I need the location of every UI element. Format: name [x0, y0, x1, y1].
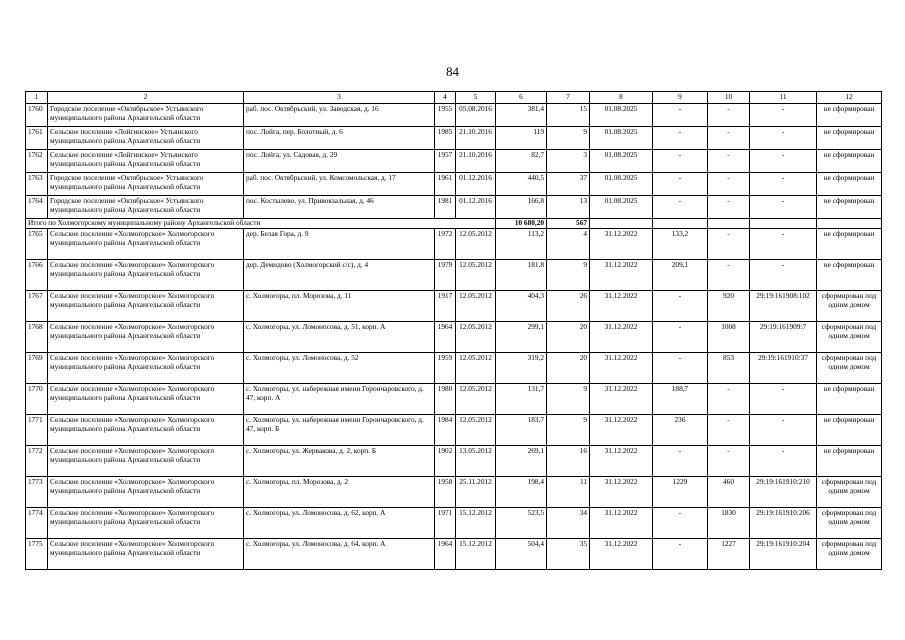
land-status-cell: не сформирован [817, 149, 882, 172]
year-built-cell: 1902 [435, 445, 456, 476]
row-number-cell: 1774 [26, 507, 48, 538]
settlement-cell: Сельское поселение «Лойгинское» Устьянского муниципального района Архангельской области [48, 126, 244, 149]
address-cell: с. Холмогоры, пл. Морозова, д. 2 [244, 476, 435, 507]
cadastral-number-cell: 29:19:161908:102 [750, 290, 817, 321]
address-cell: пос. Костылево, ул. Привокзальная, д. 46 [244, 195, 435, 218]
deadline-cell: 31.12.2022 [590, 321, 653, 352]
row-number-cell: 1772 [26, 445, 48, 476]
total-residents-cell: 567 [547, 218, 590, 228]
column-10-cell: - [708, 383, 750, 414]
land-status-cell: сформирован под одним домом [817, 538, 882, 569]
column-9-cell: - [653, 172, 708, 195]
column-10-cell: 460 [708, 476, 750, 507]
column-9-cell: - [653, 126, 708, 149]
column-9-cell: 209,1 [653, 259, 708, 290]
column-header: 6 [496, 92, 547, 104]
column-9-cell: - [653, 103, 708, 126]
residents-cell: 20 [547, 321, 590, 352]
empty-cell [750, 218, 817, 228]
column-10-cell: - [708, 126, 750, 149]
settlement-cell: Сельское поселение «Холмогорское» Холмогорского муниципального района Архангельской области [48, 538, 244, 569]
column-9-cell: 1229 [653, 476, 708, 507]
column-10-cell: - [708, 195, 750, 218]
cadastral-number-cell: - [750, 445, 817, 476]
housing-registry-table [25, 91, 882, 570]
settlement-cell: Городское поселение «Октябрьское» Устьянского муниципального района Архангельской области [48, 103, 244, 126]
address-cell: с. Холмогоры, ул. Ломоносова, д. 64, корп. А [244, 538, 435, 569]
land-status-cell: сформирован под одним домом [817, 352, 882, 383]
area-cell: 166,8 [496, 195, 547, 218]
deadline-cell: 31.12.2022 [590, 228, 653, 259]
year-built-cell: 1964 [435, 538, 456, 569]
area-cell: 181,8 [496, 259, 547, 290]
year-built-cell: 1917 [435, 290, 456, 321]
row-number-cell: 1760 [26, 103, 48, 126]
residents-cell: 34 [547, 507, 590, 538]
column-header: 8 [590, 92, 653, 104]
settlement-cell: Сельское поселение «Холмогорское» Холмогорского муниципального района Архангельской области [48, 414, 244, 445]
address-cell: с. Холмогоры, ул. Жервакова, д. 2, корп. Б [244, 445, 435, 476]
cadastral-number-cell: - [750, 414, 817, 445]
column-header: 3 [244, 92, 435, 104]
empty-cell [708, 218, 750, 228]
empty-cell [817, 218, 882, 228]
column-10-cell: 920 [708, 290, 750, 321]
column-header: 9 [653, 92, 708, 104]
row-number-cell: 1770 [26, 383, 48, 414]
recognition-date-cell: 12.05.2012 [456, 228, 496, 259]
address-cell: с. Холмогоры, ул. набережная имени Горончаровского, д. 47, корп. А [244, 383, 435, 414]
deadline-cell: 01.08.2025 [590, 172, 653, 195]
column-9-cell: - [653, 149, 708, 172]
row-number-cell: 1765 [26, 228, 48, 259]
residents-cell: 37 [547, 172, 590, 195]
residents-cell: 3 [547, 149, 590, 172]
recognition-date-cell: 12.05.2012 [456, 383, 496, 414]
column-header: 4 [435, 92, 456, 104]
area-cell: 504,4 [496, 538, 547, 569]
residents-cell: 9 [547, 383, 590, 414]
column-header: 12 [817, 92, 882, 104]
row-number-cell: 1763 [26, 172, 48, 195]
row-number-cell: 1764 [26, 195, 48, 218]
table-row [26, 290, 882, 321]
residents-cell: 20 [547, 352, 590, 383]
row-number-cell: 1762 [26, 149, 48, 172]
row-number-cell: 1769 [26, 352, 48, 383]
land-status-cell: не сформирован [817, 103, 882, 126]
column-header: 7 [547, 92, 590, 104]
column-10-cell: 1008 [708, 321, 750, 352]
table-row [26, 352, 882, 383]
cadastral-number-cell: - [750, 172, 817, 195]
column-number-row [26, 92, 882, 104]
table-row [26, 195, 882, 218]
column-10-cell: 1830 [708, 507, 750, 538]
recognition-date-cell: 12.05.2012 [456, 414, 496, 445]
land-status-cell: не сформирован [817, 195, 882, 218]
total-row [26, 218, 882, 228]
year-built-cell: 1957 [435, 149, 456, 172]
table-row [26, 445, 882, 476]
recognition-date-cell: 12.05.2012 [456, 352, 496, 383]
table-row [26, 149, 882, 172]
cadastral-number-cell: - [750, 259, 817, 290]
residents-cell: 9 [547, 126, 590, 149]
address-cell: раб. пос. Октябрьский, ул. Заводская, д. 16 [244, 103, 435, 126]
row-number-cell: 1767 [26, 290, 48, 321]
year-built-cell: 1955 [435, 103, 456, 126]
deadline-cell: 01.08.2025 [590, 103, 653, 126]
row-number-cell: 1775 [26, 538, 48, 569]
residents-cell: 35 [547, 538, 590, 569]
settlement-cell: Сельское поселение «Лойгинское» Устьянского муниципального района Архангельской области [48, 149, 244, 172]
table-row [26, 321, 882, 352]
area-cell: 131,7 [496, 383, 547, 414]
cadastral-number-cell: 29:19:161910:204 [750, 538, 817, 569]
deadline-cell: 01.08.2025 [590, 126, 653, 149]
table-row [26, 259, 882, 290]
address-cell: дер. Демидово (Холмогорский с/с), д. 4 [244, 259, 435, 290]
column-9-cell: - [653, 352, 708, 383]
land-status-cell: не сформирован [817, 414, 882, 445]
recognition-date-cell: 21.10.2016 [456, 126, 496, 149]
year-built-cell: 1985 [435, 126, 456, 149]
area-cell: 198,4 [496, 476, 547, 507]
column-10-cell: - [708, 103, 750, 126]
column-9-cell: - [653, 195, 708, 218]
column-header: 1 [26, 92, 48, 104]
column-9-cell: - [653, 290, 708, 321]
table-row [26, 383, 882, 414]
year-built-cell: 1959 [435, 352, 456, 383]
year-built-cell: 1964 [435, 321, 456, 352]
year-built-cell: 1979 [435, 259, 456, 290]
recognition-date-cell: 12.05.2012 [456, 321, 496, 352]
residents-cell: 9 [547, 414, 590, 445]
column-header: 11 [750, 92, 817, 104]
column-9-cell: 236 [653, 414, 708, 445]
cadastral-number-cell: - [750, 149, 817, 172]
table-row [26, 126, 882, 149]
land-status-cell: сформирован под одним домом [817, 507, 882, 538]
column-9-cell: - [653, 321, 708, 352]
column-10-cell: 853 [708, 352, 750, 383]
land-status-cell: сформирован под одним домом [817, 321, 882, 352]
recognition-date-cell: 12.05.2012 [456, 290, 496, 321]
area-cell: 119 [496, 126, 547, 149]
residents-cell: 13 [547, 195, 590, 218]
column-9-cell: 133,2 [653, 228, 708, 259]
deadline-cell: 01.08.2025 [590, 195, 653, 218]
column-9-cell: - [653, 507, 708, 538]
recognition-date-cell: 25.11.2012 [456, 476, 496, 507]
row-number-cell: 1771 [26, 414, 48, 445]
settlement-cell: Сельское поселение «Холмогорское» Холмогорского муниципального района Архангельской области [48, 352, 244, 383]
cadastral-number-cell: 29:19:161910:206 [750, 507, 817, 538]
settlement-cell: Сельское поселение «Холмогорское» Холмогорского муниципального района Архангельской области [48, 383, 244, 414]
area-cell: 319,2 [496, 352, 547, 383]
area-cell: 299,1 [496, 321, 547, 352]
deadline-cell: 31.12.2022 [590, 445, 653, 476]
land-status-cell: не сформирован [817, 126, 882, 149]
cadastral-number-cell: 29:19:161909:7 [750, 321, 817, 352]
deadline-cell: 01.08.2025 [590, 149, 653, 172]
address-cell: пос. Лойга, пер. Болотный, д. 6 [244, 126, 435, 149]
residents-cell: 26 [547, 290, 590, 321]
residents-cell: 4 [547, 228, 590, 259]
total-label: Итого по Холмогорскому муниципальному району Архангельской области [26, 218, 496, 228]
column-10-cell: - [708, 228, 750, 259]
recognition-date-cell: 01.12.2016 [456, 195, 496, 218]
address-cell: пос. Лойга, ул. Садовая, д. 29 [244, 149, 435, 172]
year-built-cell: 1958 [435, 476, 456, 507]
year-built-cell: 1961 [435, 172, 456, 195]
column-header: 2 [48, 92, 244, 104]
land-status-cell: не сформирован [817, 259, 882, 290]
column-10-cell: 1227 [708, 538, 750, 569]
recognition-date-cell: 12.05.2012 [456, 259, 496, 290]
residents-cell: 11 [547, 476, 590, 507]
address-cell: с. Холмогоры, ул. Ломоносова, д. 51, корп. А [244, 321, 435, 352]
deadline-cell: 31.12.2022 [590, 476, 653, 507]
year-built-cell: 1981 [435, 195, 456, 218]
cadastral-number-cell: 29:19:161910:37 [750, 352, 817, 383]
address-cell: с. Холмогоры, пл. Морозова, д. 11 [244, 290, 435, 321]
recognition-date-cell: 13.05.2012 [456, 445, 496, 476]
year-built-cell: 1980 [435, 383, 456, 414]
area-cell: 440,5 [496, 172, 547, 195]
settlement-cell: Сельское поселение «Холмогорское» Холмогорского муниципального района Архангельской области [48, 321, 244, 352]
address-cell: с. Холмогоры, ул. Ломоносова, д. 62, корп. А [244, 507, 435, 538]
recognition-date-cell: 15.12.2012 [456, 507, 496, 538]
row-number-cell: 1768 [26, 321, 48, 352]
land-status-cell: не сформирован [817, 445, 882, 476]
table-row [26, 414, 882, 445]
residents-cell: 16 [547, 445, 590, 476]
area-cell: 269,1 [496, 445, 547, 476]
deadline-cell: 31.12.2022 [590, 538, 653, 569]
cadastral-number-cell: - [750, 383, 817, 414]
table-row [26, 228, 882, 259]
row-number-cell: 1766 [26, 259, 48, 290]
land-status-cell: сформирован под одним домом [817, 290, 882, 321]
column-10-cell: - [708, 259, 750, 290]
table-row [26, 103, 882, 126]
year-built-cell: 1972 [435, 228, 456, 259]
column-10-cell: - [708, 414, 750, 445]
column-10-cell: - [708, 445, 750, 476]
land-status-cell: не сформирован [817, 383, 882, 414]
settlement-cell: Сельское поселение «Холмогорское» Холмогорского муниципального района Архангельской области [48, 476, 244, 507]
area-cell: 183,7 [496, 414, 547, 445]
area-cell: 523,5 [496, 507, 547, 538]
table-body [26, 92, 882, 570]
row-number-cell: 1773 [26, 476, 48, 507]
address-cell: дер. Белая Гора, д. 9 [244, 228, 435, 259]
deadline-cell: 31.12.2022 [590, 352, 653, 383]
settlement-cell: Сельское поселение «Холмогорское» Холмогорского муниципального района Архангельской области [48, 259, 244, 290]
table-row [26, 172, 882, 195]
total-area-cell: 10 680,20 [496, 218, 547, 228]
settlement-cell: Сельское поселение «Холмогорское» Холмогорского муниципального района Архангельской области [48, 290, 244, 321]
column-10-cell: - [708, 172, 750, 195]
column-header: 10 [708, 92, 750, 104]
settlement-cell: Сельское поселение «Холмогорское» Холмогорского муниципального района Архангельской области [48, 228, 244, 259]
settlement-cell: Сельское поселение «Холмогорское» Холмогорского муниципального района Архангельской области [48, 507, 244, 538]
settlement-cell: Сельское поселение «Холмогорское» Холмогорского муниципального района Архангельской области [48, 445, 244, 476]
land-status-cell: не сформирован [817, 228, 882, 259]
residents-cell: 9 [547, 259, 590, 290]
row-number-cell: 1761 [26, 126, 48, 149]
deadline-cell: 31.12.2022 [590, 507, 653, 538]
recognition-date-cell: 21.10.2016 [456, 149, 496, 172]
table-row [26, 476, 882, 507]
page-number: 84 [446, 64, 459, 79]
deadline-cell: 31.12.2022 [590, 259, 653, 290]
deadline-cell: 31.12.2022 [590, 414, 653, 445]
column-10-cell: - [708, 149, 750, 172]
table-row [26, 507, 882, 538]
empty-cell [590, 218, 653, 228]
address-cell: с. Холмогоры, ул. набережная имени Горончаровского, д. 47, корп. Б [244, 414, 435, 445]
deadline-cell: 31.12.2022 [590, 383, 653, 414]
empty-cell [653, 218, 708, 228]
recognition-date-cell: 15.12.2012 [456, 538, 496, 569]
column-9-cell: 188,7 [653, 383, 708, 414]
land-status-cell: сформирован под одним домом [817, 476, 882, 507]
recognition-date-cell: 01.12.2016 [456, 172, 496, 195]
land-status-cell: не сформирован [817, 172, 882, 195]
year-built-cell: 1984 [435, 414, 456, 445]
year-built-cell: 1971 [435, 507, 456, 538]
column-header: 5 [456, 92, 496, 104]
area-cell: 404,3 [496, 290, 547, 321]
cadastral-number-cell: 29:19:161910:210 [750, 476, 817, 507]
area-cell: 381,4 [496, 103, 547, 126]
cadastral-number-cell: - [750, 228, 817, 259]
cadastral-number-cell: - [750, 195, 817, 218]
settlement-cell: Городское поселение «Октябрьское» Устьянского муниципального района Архангельской области [48, 172, 244, 195]
table-row [26, 538, 882, 569]
address-cell: раб. пос. Октябрьский, ул. Комсомольская, д. 17 [244, 172, 435, 195]
cadastral-number-cell: - [750, 103, 817, 126]
recognition-date-cell: 05.08.2016 [456, 103, 496, 126]
deadline-cell: 31.12.2022 [590, 290, 653, 321]
area-cell: 82,7 [496, 149, 547, 172]
settlement-cell: Городское поселение «Октябрьское» Устьянского муниципального района Архангельской области [48, 195, 244, 218]
column-9-cell: - [653, 445, 708, 476]
column-9-cell: - [653, 538, 708, 569]
area-cell: 113,2 [496, 228, 547, 259]
cadastral-number-cell: - [750, 126, 817, 149]
address-cell: с. Холмогоры, ул. Ломоносова, д. 52 [244, 352, 435, 383]
residents-cell: 15 [547, 103, 590, 126]
